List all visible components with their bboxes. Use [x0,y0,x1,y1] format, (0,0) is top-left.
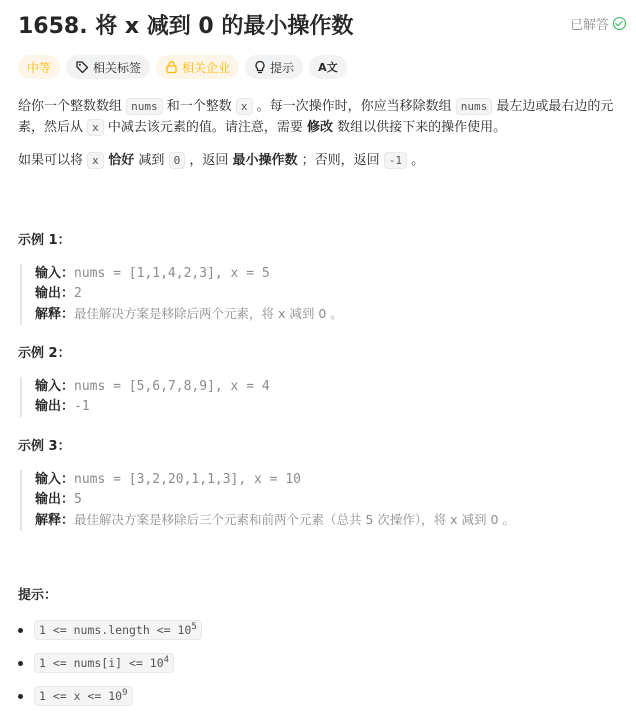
tag-bar [18,55,347,79]
bullet [18,661,23,666]
output-label: 输出： [35,492,75,507]
example-3-block [20,470,635,531]
example-output: 2 [74,286,82,301]
example-2-title: 示例 2： [18,346,71,361]
example-1-block [20,264,635,325]
input-label: 输入： [35,379,75,394]
difficulty-badge [18,55,60,79]
input-label: 输入： [35,266,75,281]
explain-label: 解释： [35,513,75,528]
example-explanation: 最佳解决方案是移除后两个元素，将 x 减到 0 。 [74,306,343,321]
problem-title: 1658. 将 x 减到 0 的最小操作数 [18,14,354,39]
difficulty-label: 中等 [27,60,52,75]
hint-button[interactable] [245,55,303,79]
output-label: 输出： [35,399,75,414]
inline-code: x [87,119,104,136]
description-paragraph-2: 如果可以将 x 恰好 减到 0 ，返回 最小操作数 ；否则，返回 -1 。 [18,153,425,168]
inline-code: 0 [169,152,186,169]
tag-icon [75,60,89,74]
solved-label: 已解答 [569,18,609,33]
related-tags-button[interactable] [66,55,150,79]
example-explanation: 最佳解决方案是移除后三个元素和前两个元素（总共 5 次操作），将 x 减到 0 。 [74,512,515,527]
constraint-item [18,620,202,640]
example-3-title: 示例 3： [18,439,71,454]
hint-label: 提示 [270,60,295,75]
output-label: 输出： [35,286,75,301]
example-1-title: 示例 1： [18,233,71,248]
inline-code: x [87,152,104,169]
example-input: nums = [1,1,4,2,3], x = 5 [74,266,270,281]
translate-icon: A文 [318,61,338,74]
inline-code: -1 [384,152,407,169]
problem-description [18,96,624,171]
bullet [18,628,23,633]
example-output: -1 [74,399,90,414]
constraint-code: $1 <= x <= 10^9$ [34,686,133,706]
inline-code: x [236,98,253,115]
constraint-item [18,686,133,706]
inline-code: nums [456,98,493,115]
example-2-block [20,377,635,417]
constraint-code: 1 <= nums[i] <= $10^4$ [34,653,174,673]
explain-label: 解释： [35,307,75,322]
inline-code: nums [126,98,163,115]
description-paragraph-1: 给你一个整数数组 nums 和一个整数 x 。每一次操作时，你应当移除数组 nums 最左边或最右边的元素，然后从 x 中减去该元素的值。请注意，需要 修改 数组以供接下来的操作使用。 [18,99,614,135]
lightbulb-icon [254,60,266,74]
constraint-code: 1 <= nums.length <= $10^5$ [34,620,202,640]
translate-button[interactable] [309,55,347,79]
input-label: 输入： [35,472,75,487]
bullet [18,694,23,699]
related-companies-label: 相关企业 [182,60,231,75]
example-input: nums = [3,2,20,1,1,3], x = 10 [74,472,301,487]
constraints-title: 提示： [18,588,58,603]
constraint-item [18,653,174,673]
example-input: nums = [5,6,7,8,9], x = 4 [74,379,270,394]
related-companies-button[interactable] [156,55,239,79]
solved-status[interactable] [570,14,626,33]
related-tags-label: 相关标签 [93,60,142,75]
check-circle-icon [613,17,626,30]
example-output: 5 [74,492,82,507]
lock-icon [165,60,178,74]
